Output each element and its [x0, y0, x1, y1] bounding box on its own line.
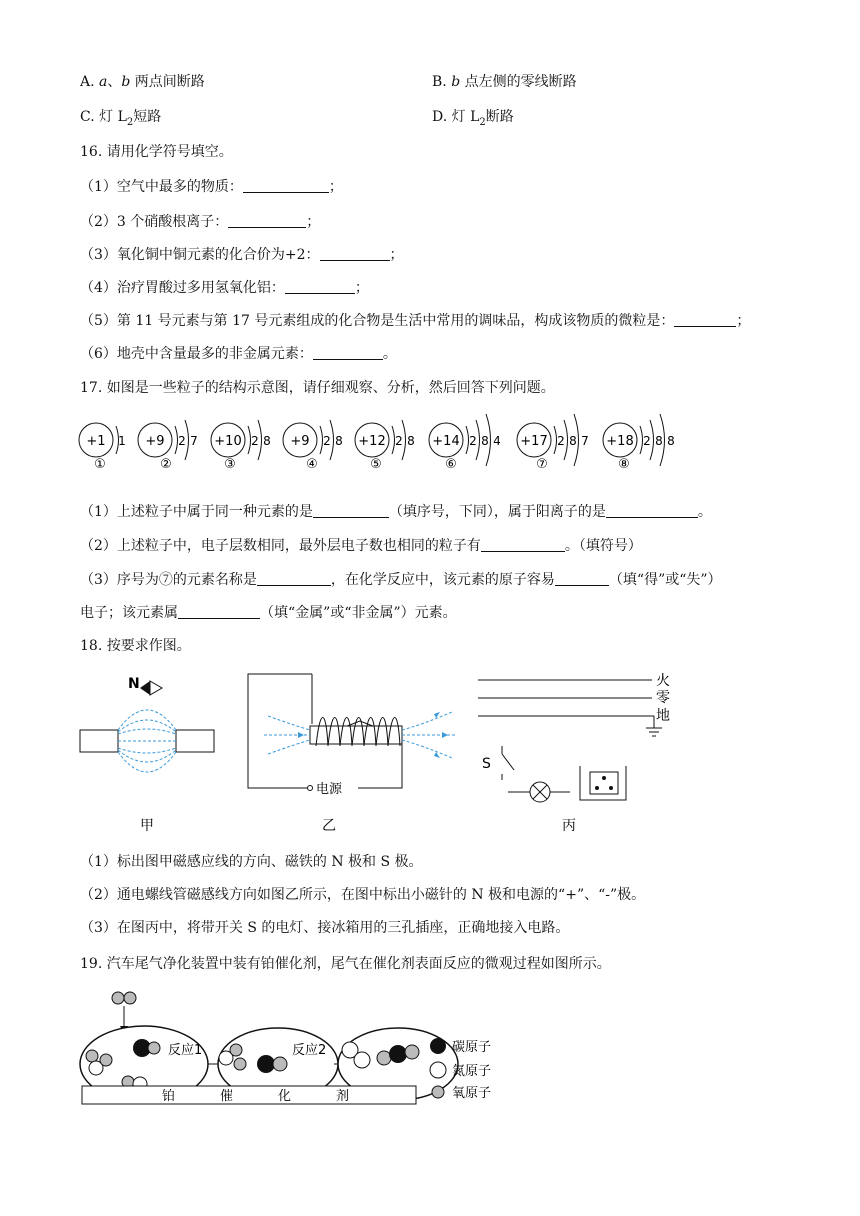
figure-caption: 甲 — [140, 818, 154, 834]
shell-arc — [392, 426, 395, 454]
legend-carbon: 碳原子 — [452, 1040, 492, 1055]
shell-electrons: 8 — [481, 434, 489, 448]
particle-label: ① — [94, 457, 106, 472]
nucleus-charge: +14 — [432, 434, 460, 449]
shell-electrons: 2 — [251, 434, 259, 448]
particle-label: ⑥ — [445, 457, 457, 472]
shell-arc — [175, 426, 178, 454]
answer-blank[interactable] — [228, 212, 306, 228]
particle-2 — [138, 420, 198, 472]
option-b: B. b 点左侧的零线断路 — [432, 74, 577, 90]
figure-jia — [78, 668, 218, 838]
shell-arc — [640, 426, 643, 454]
answer-blank[interactable] — [178, 603, 260, 619]
nucleus-charge: +9 — [290, 434, 310, 449]
catalyst-char: 化 — [278, 1089, 292, 1104]
particle-3 — [211, 420, 271, 472]
answer-blank[interactable] — [555, 570, 609, 586]
particle-label: ③ — [224, 457, 236, 472]
compass-needle — [140, 681, 150, 695]
legend-oxygen: 氧原子 — [452, 1086, 492, 1101]
particle-5 — [355, 420, 415, 472]
catalyst-bar — [82, 1086, 416, 1104]
figure-bing — [474, 668, 694, 838]
particle-label: ② — [160, 457, 172, 472]
q16-item-4: （4）治疗胃酸过多用氢氧化铝： ； — [80, 280, 369, 296]
particle-diagrams — [76, 400, 696, 472]
q16-title: 16. 请用化学符号填空。 — [80, 144, 233, 160]
particle-label: ⑦ — [536, 457, 548, 472]
shell-electrons: 8 — [569, 434, 577, 448]
shell-electrons: 8 — [667, 434, 675, 448]
shell-arc — [248, 426, 251, 454]
magnet-left — [80, 730, 118, 752]
switch — [502, 746, 514, 780]
magnet-right — [176, 730, 214, 752]
nucleus-charge: +10 — [214, 434, 242, 449]
answer-blank[interactable] — [313, 502, 389, 518]
particle-8 — [603, 414, 675, 472]
shell-electrons: 8 — [335, 434, 343, 448]
particle-label: ④ — [306, 457, 318, 472]
q16-item-5: （5）第 11 号元素与第 17 号元素组成的化合物是生活中常用的调味品，构成该物质的微粒是： ； — [80, 313, 751, 329]
shell-arc — [466, 426, 469, 454]
shell-arc — [320, 426, 323, 454]
q18-item-3: （3）在图丙中，将带开关 S 的电灯、接冰箱用的三孔插座，正确地接入电路。 — [80, 920, 570, 936]
nucleus-charge: +18 — [606, 434, 634, 449]
q18-item-1: （1）标出图甲磁感应线的方向、磁铁的 N 极和 S 极。 — [80, 854, 423, 870]
figure-caption: 丙 — [562, 818, 576, 834]
q16-item-6: （6）地壳中含量最多的非金属元素： 。 — [80, 346, 397, 362]
q17-sub-2: （2）上述粒子中，电子层数相同，最外层电子数也相同的粒子有 。（填符号） — [80, 538, 642, 554]
shell-electrons: 7 — [581, 434, 589, 448]
ground-wire-label: 地 — [656, 708, 670, 724]
q16-item-2: （2）3 个硝酸根离子： ； — [80, 214, 321, 230]
q19-title: 19. 汽车尾气净化装置中装有铂催化剂，尾气在催化剂表面反应的微观过程如图所示。 — [80, 956, 611, 972]
particle-7 — [517, 414, 589, 472]
particle-6 — [429, 414, 501, 472]
live-wire-label: 火 — [656, 673, 670, 689]
q18-title: 18. 按要求作图。 — [80, 638, 191, 654]
option-a: A. a、b 两点间断路 — [80, 74, 205, 90]
shell-electrons: 7 — [190, 434, 198, 448]
shell-electrons: 2 — [643, 434, 651, 448]
legend-nitrogen: 氮原子 — [452, 1064, 492, 1079]
answer-blank[interactable] — [674, 311, 736, 327]
q18-item-2: （2）通电螺线管磁感线方向如图乙所示，在图中标出小磁针的 N 极和电源的“+”、“-”极。 — [80, 887, 646, 903]
shell-electrons: 2 — [557, 434, 565, 448]
power-source-label: 电源 — [316, 782, 343, 797]
shell-electrons: 2 — [395, 434, 403, 448]
nucleus-charge: +1 — [86, 434, 106, 449]
shell-electrons: 8 — [263, 434, 271, 448]
option-d: D. 灯 $L_2$断路 — [432, 109, 514, 128]
catalyst-reaction-diagram — [78, 984, 518, 1108]
shell-electrons: 2 — [178, 434, 186, 448]
figure-yi — [246, 668, 466, 838]
shell-arc — [554, 426, 557, 454]
nucleus-charge: +9 — [145, 434, 165, 449]
shell-electrons: 2 — [323, 434, 331, 448]
nucleus-charge: +12 — [358, 434, 386, 449]
q17-sub-3-cont: 电子；该元素属 （填“金属”或“非金属”）元素。 — [80, 605, 457, 621]
q17-sub-3: （3）序号为⑦的元素名称是 ，在化学反应中，该元素的原子容易 （填“得”或“失”） — [80, 572, 722, 588]
catalyst-char: 剂 — [336, 1089, 350, 1104]
shell-electrons: 4 — [493, 434, 501, 448]
answer-blank[interactable] — [606, 502, 698, 518]
q16-item-1: （1）空气中最多的物质： ； — [80, 179, 343, 195]
shell-electrons: 1 — [118, 434, 126, 448]
switch-label: S — [482, 756, 491, 772]
particle-label: ⑧ — [618, 457, 630, 472]
answer-blank[interactable] — [257, 570, 331, 586]
n-label: N — [128, 676, 140, 692]
particle-1 — [79, 423, 126, 472]
answer-blank[interactable] — [320, 245, 390, 261]
field-lines — [118, 710, 176, 772]
option-c: C. 灯 $L_2$短路 — [80, 109, 162, 128]
answer-blank[interactable] — [313, 344, 383, 360]
figure-caption: 乙 — [322, 818, 336, 834]
shell-electrons: 8 — [655, 434, 663, 448]
q17-title: 17. 如图是一些粒子的结构示意图，请仔细观察、分析，然后回答下列问题。 — [80, 380, 555, 396]
neutral-wire-label: 零 — [656, 690, 670, 706]
q17-sub-1: （1）上述粒子中属于同一种元素的是 （填序号，下同），属于阳离子的是 。 — [80, 504, 712, 520]
shell-electrons: 2 — [469, 434, 477, 448]
answer-blank[interactable] — [243, 177, 329, 193]
particle-label: ⑤ — [370, 457, 382, 472]
particle-4 — [283, 420, 343, 472]
answer-blank[interactable] — [285, 278, 355, 294]
shell-electrons: 8 — [407, 434, 415, 448]
three-hole-socket — [590, 772, 618, 794]
nucleus-charge: +17 — [520, 434, 548, 449]
reaction-2-label: 反应2 — [292, 1043, 327, 1058]
q16-item-3: （3）氧化铜中铜元素的化合价为+2： ； — [80, 247, 404, 263]
catalyst-char: 铂 — [162, 1089, 176, 1104]
catalyst-char: 催 — [220, 1089, 234, 1104]
reaction-1-label: 反应1 — [168, 1043, 203, 1058]
answer-blank[interactable] — [481, 536, 565, 552]
